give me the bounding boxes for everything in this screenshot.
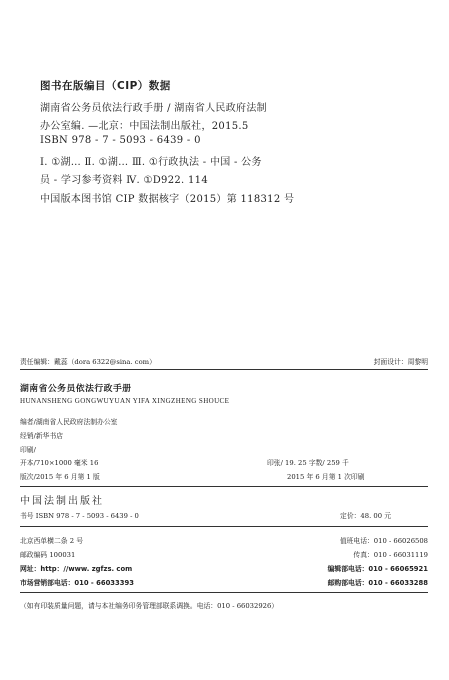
cip-line-2: 办公室编. —北京：中国法制出版社，2015.5 <box>40 121 249 132</box>
distributor: 经销/新华书店 <box>20 432 64 440</box>
printer: 印刷/ <box>20 446 36 454</box>
compiler: 编者/湖南省人民政府法制办公室 <box>20 418 118 426</box>
cip-line-6: 中国版本图书馆 CIP 数据核字（2015）第 118312 号 <box>40 194 295 205</box>
cip-line-3: ISBN 978 - 7 - 5093 - 6439 - 0 <box>40 135 201 146</box>
divider-middle <box>20 486 428 487</box>
cip-line-1: 湖南省公务员依法行政手册 / 湖南省人民政府法制 <box>40 103 267 114</box>
book-title: 湖南省公务员依法行政手册 <box>20 384 132 394</box>
book-title-pinyin: HUNANSHENG GONGWUYUAN YIFA XINGZHENG SHOUCE <box>20 397 230 405</box>
publisher-name: 中国法制出版社 <box>20 496 104 507</box>
cip-line-5: 员 - 学习参考资料 Ⅳ. ①D922. 114 <box>40 175 208 186</box>
cip-heading: 图书在版编目（CIP）数据 <box>40 80 171 92</box>
website-link: 网址：http：//www. zgfzs. com <box>20 565 133 573</box>
publisher-address: 北京西单横二条 2 号 <box>20 537 84 545</box>
cover-designer: 封面设计：周黎明 <box>373 358 428 366</box>
mailorder-phone: 邮购部电话：010 - 66033288 <box>327 579 428 587</box>
book-format: 开本/710×1000 毫米 16 <box>20 459 99 467</box>
marketing-phone: 市场营销部电话：010 - 66033393 <box>20 579 134 587</box>
cip-line-4: Ⅰ. ①湖… Ⅱ. ①湖… Ⅲ. ①行政执法 - 中国 - 公务 <box>40 157 262 168</box>
divider-top <box>20 369 428 370</box>
edition: 版次/2015 年 6 月第 1 版 <box>20 473 100 481</box>
isbn: 书号 ISBN 978 - 7 - 5093 - 6439 - 0 <box>20 512 139 520</box>
divider-publisher <box>20 526 428 527</box>
responsible-editor: 责任编辑：戴蕊（dora 6322@sina. com） <box>20 358 156 366</box>
divider-bottom <box>20 592 428 593</box>
printing: 2015 年 6 月第 1 次印刷 <box>287 473 365 481</box>
editorial-phone: 编辑部电话：010 - 66065921 <box>327 565 428 573</box>
fax: 传真：010 - 66031119 <box>353 551 428 559</box>
postcode: 邮政编码 100031 <box>20 551 76 559</box>
sheets-and-words: 印张/ 19. 25 字数/ 259 千 <box>267 459 349 467</box>
duty-phone: 值班电话：010 - 66026508 <box>339 537 428 545</box>
quality-notice: （如有印装质量问题，请与本社编务印务管理部联系调换。电话：010 - 66032926） <box>20 602 279 610</box>
price: 定价：48. 00 元 <box>340 512 391 520</box>
